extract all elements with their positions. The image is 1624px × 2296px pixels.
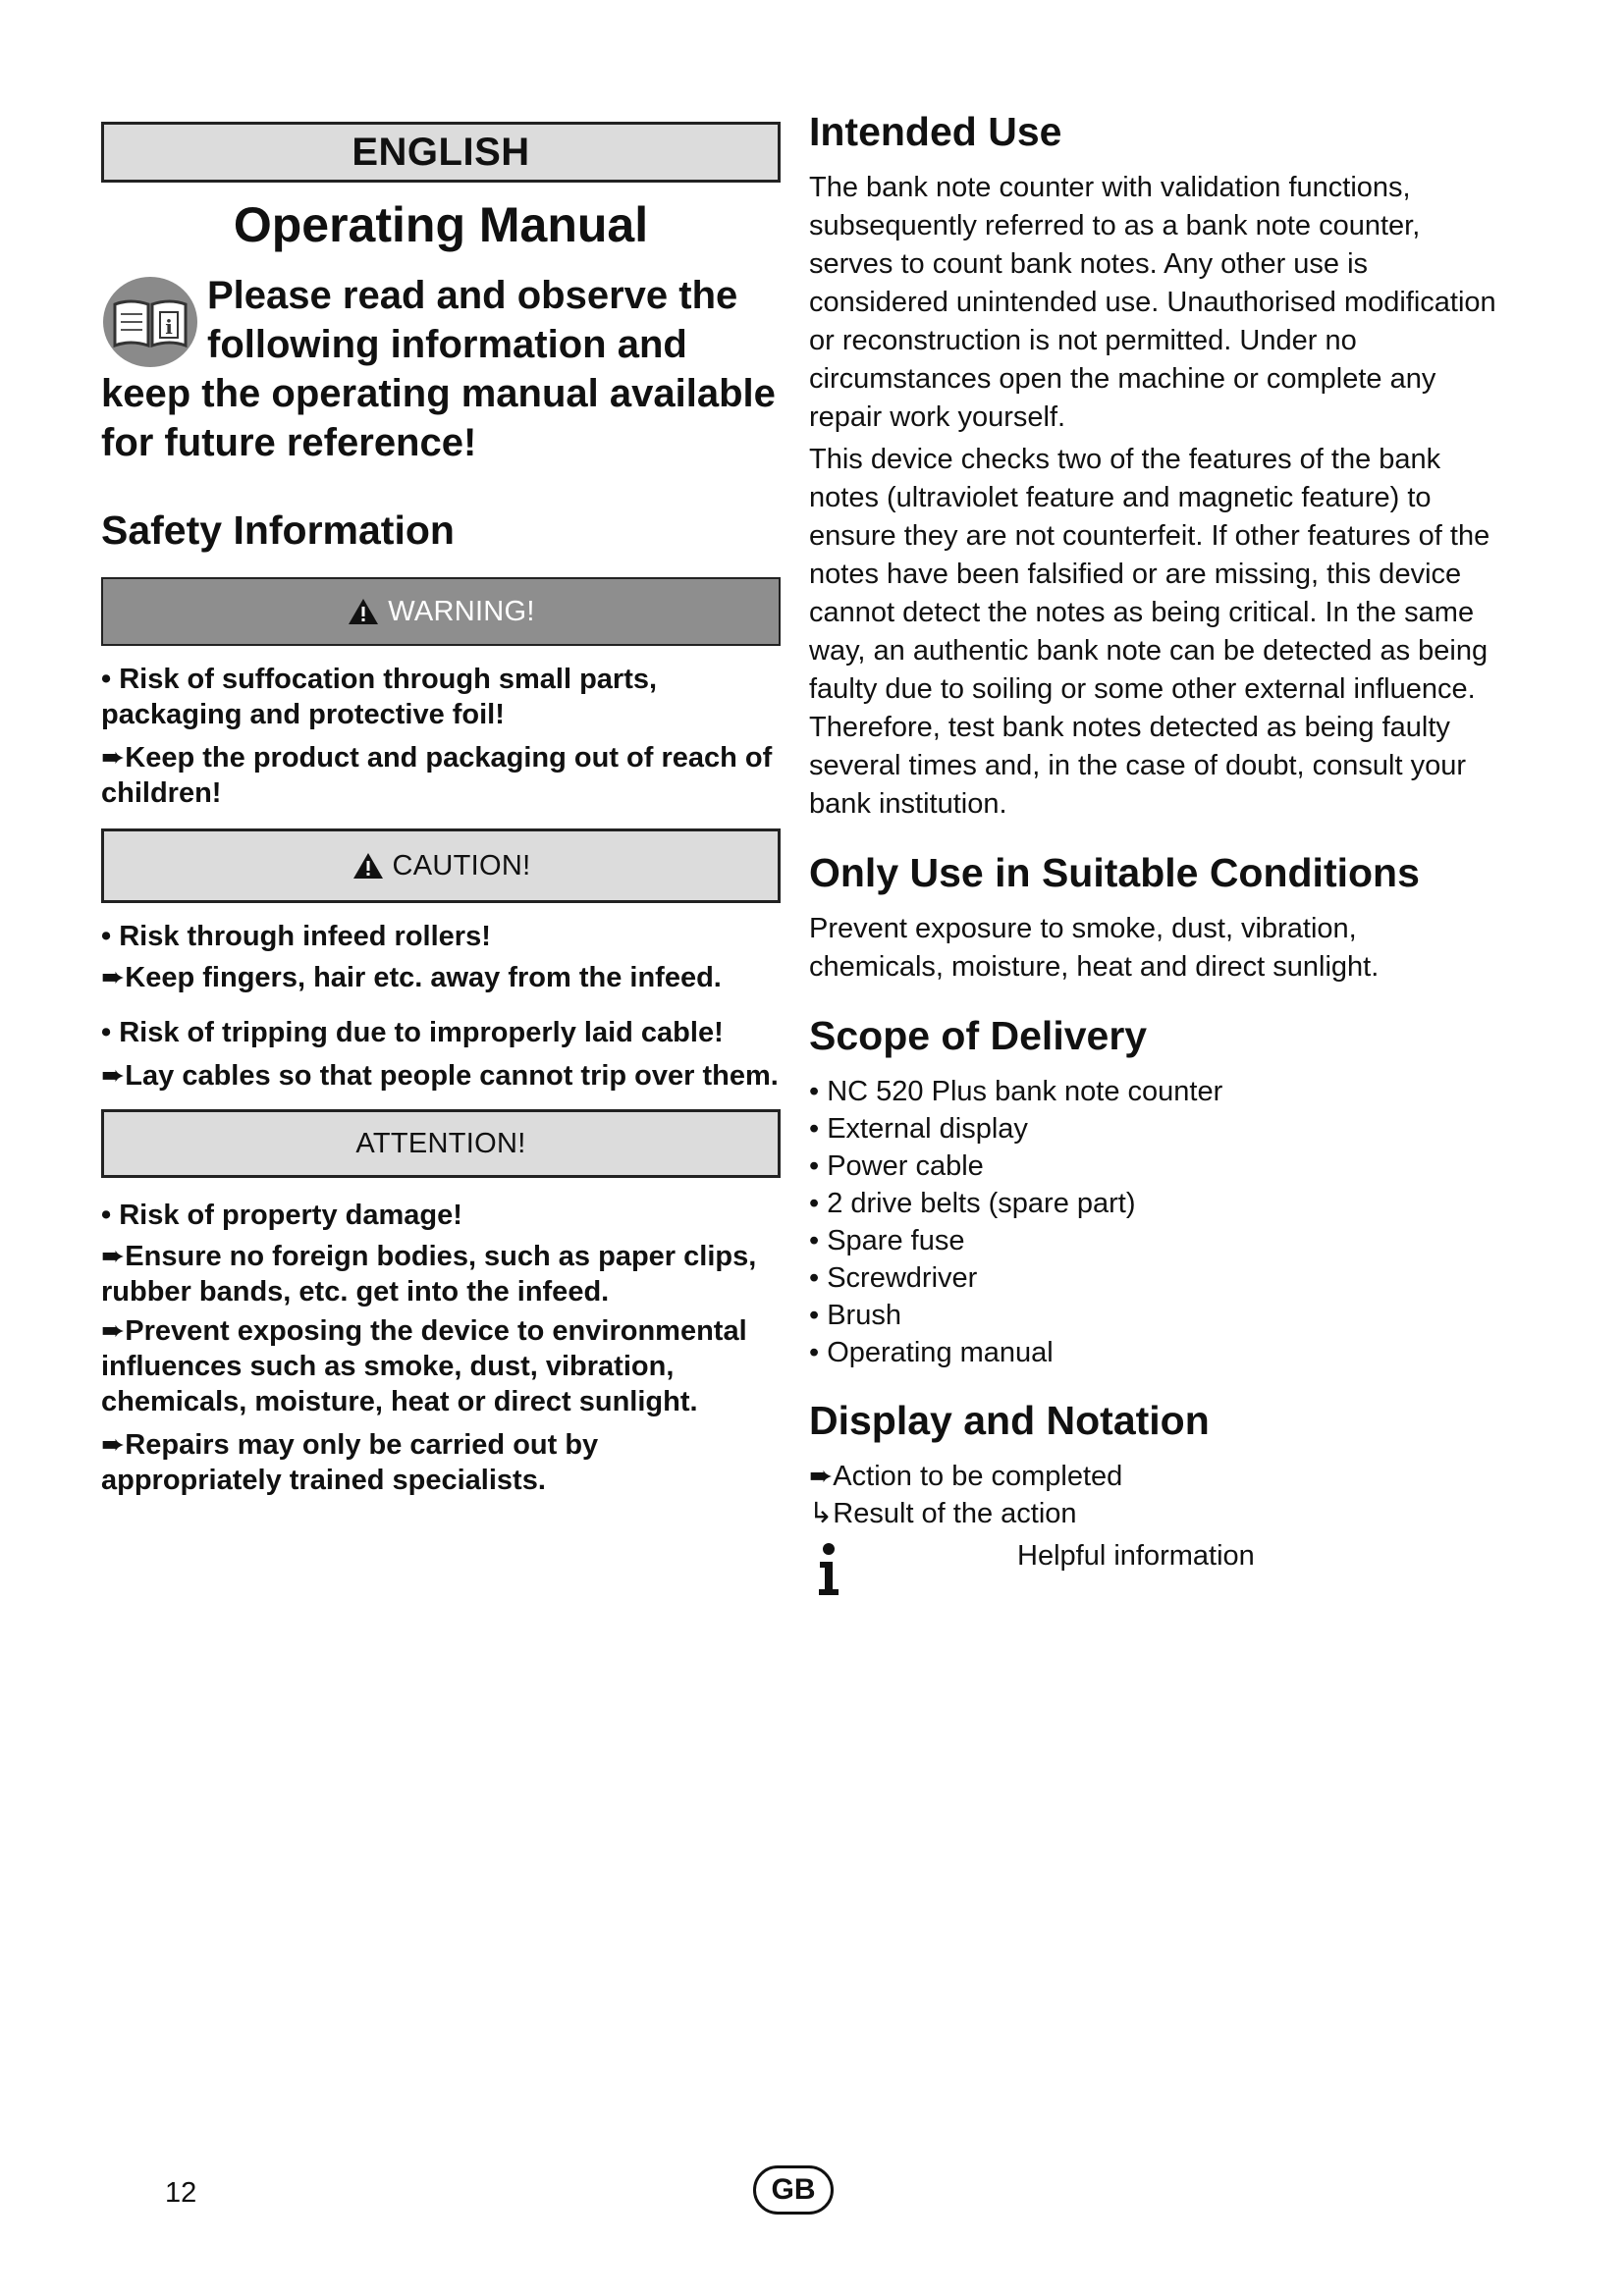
intended-use-paragraph: The bank note counter with validation functions, subsequently referred to as a bank note counter, serves to count bank notes. Any other use is considered unintended use. Unauthorised modification or reconstruction is not permitted. Under no circumstances open the machine or complete any repair work yourself. xyxy=(809,172,1496,433)
attention-item: • Risk of property damage! xyxy=(101,1200,462,1231)
country-badge xyxy=(753,2165,834,2215)
attention-item: ➨Prevent exposing the device to environmental influences such as smoke, dust, vibration, chemicals, moisture, heat or direct sunlight. xyxy=(101,1315,747,1417)
read-manual-icon xyxy=(101,275,199,369)
caution-item: ➨Keep fingers, hair etc. away from the infeed. xyxy=(101,962,722,993)
intended-use-heading: Intended Use xyxy=(809,109,1062,154)
info-icon xyxy=(814,1542,843,1597)
notation-info-row xyxy=(809,1536,1496,1605)
safety-heading: Safety Information xyxy=(101,507,455,553)
intro-notice xyxy=(101,271,781,467)
caution-item: • Risk of tripping due to improperly laid cable! xyxy=(101,1017,724,1048)
attention-box xyxy=(101,1109,781,1178)
conditions-heading: Only Use in Suitable Conditions xyxy=(809,850,1420,895)
list-item: • Spare fuse xyxy=(809,1225,965,1256)
warning-triangle-icon xyxy=(347,597,380,626)
list-item: • Brush xyxy=(809,1300,901,1331)
intended-use-paragraph: This device checks two of the features of the bank notes (ultraviolet feature and magnetic feature) to ensure they are not counterfeit. If other features of the notes have been falsified or are missing, this device cannot detect the notes as being critical. In the same way, an authentic bank note can be detected as being faulty due to soiling or some other external influence. Therefore, test bank notes detected as being faulty several times and, in the case of doubt, consult your bank institution. xyxy=(809,444,1490,820)
list-item: • Operating manual xyxy=(809,1337,1054,1368)
conditions-text: Prevent exposure to smoke, dust, vibration, chemicals, moisture, heat and direct sunlight. xyxy=(809,913,1380,983)
caution-label: CAUTION! xyxy=(392,849,531,881)
left-column xyxy=(101,122,781,1498)
list-item: • External display xyxy=(809,1113,1028,1145)
notation-result: ↳Result of the action xyxy=(809,1498,1077,1529)
country-code: GB xyxy=(771,2173,816,2206)
caution-item: • Risk through infeed rollers! xyxy=(101,921,491,952)
attention-item: ➨Ensure no foreign bodies, such as paper clips, rubber bands, etc. get into the infeed. xyxy=(101,1241,757,1308)
attention-list xyxy=(101,1198,781,1498)
caution-item: ➨Lay cables so that people cannot trip over them. xyxy=(101,1060,779,1092)
warning-box xyxy=(101,577,781,646)
warning-item: • Risk of suffocation through small parts, packaging and protective foil! xyxy=(101,664,658,730)
delivery-list xyxy=(809,1073,1496,1371)
list-item: • 2 drive belts (spare part) xyxy=(809,1188,1136,1219)
caution-triangle-icon xyxy=(352,851,385,881)
list-item: • Power cable xyxy=(809,1150,984,1182)
notation-heading: Display and Notation xyxy=(809,1398,1210,1443)
warning-label: WARNING! xyxy=(388,595,535,627)
page-number: 12 xyxy=(165,2177,197,2209)
svg-text:i: i xyxy=(165,315,173,339)
caution-list xyxy=(101,919,781,1094)
page-title: Operating Manual xyxy=(233,197,649,252)
attention-label: ATTENTION! xyxy=(355,1127,526,1159)
intro-text: Please read and observe the following information and keep the operating manual available for future reference! xyxy=(101,274,776,464)
warning-list xyxy=(101,662,781,811)
delivery-heading: Scope of Delivery xyxy=(809,1013,1148,1058)
list-item: • NC 520 Plus bank note counter xyxy=(809,1076,1223,1107)
right-column xyxy=(809,108,1496,1605)
language-header xyxy=(101,122,781,183)
warning-item: ➨Keep the product and packaging out of reach of children! xyxy=(101,742,773,809)
caution-box xyxy=(101,828,781,903)
list-item: • Screwdriver xyxy=(809,1262,978,1294)
language-label: ENGLISH xyxy=(352,130,530,174)
notation-action: ➨Action to be completed xyxy=(809,1461,1123,1492)
attention-item: ➨Repairs may only be carried out by appropriately trained specialists. xyxy=(101,1429,599,1496)
notation-info-text: Helpful information xyxy=(1017,1540,1255,1572)
